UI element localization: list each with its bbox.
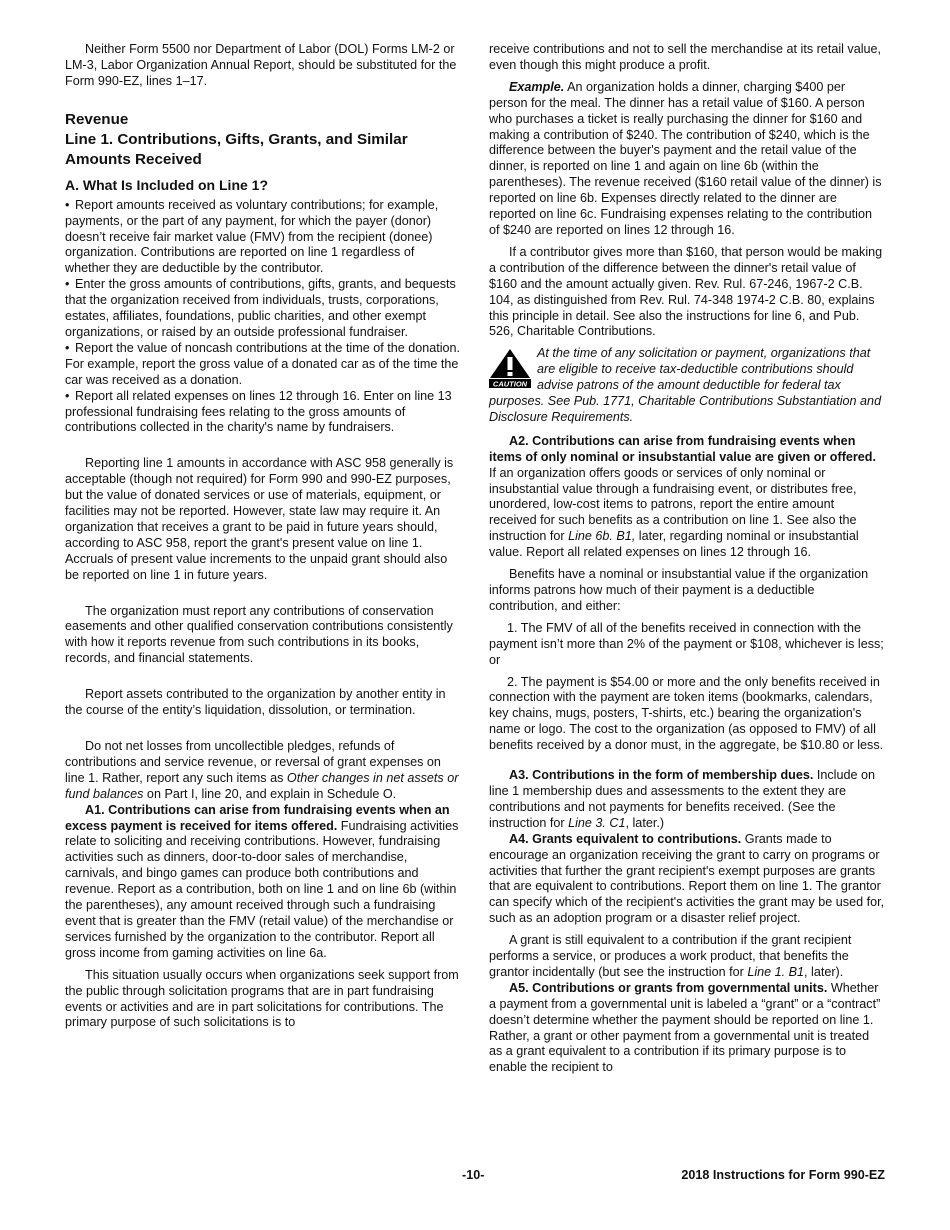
paragraph-example: Example. An organization holds a dinner, charging $400 per person for the meal. The dinner has a retail value of $160. A person who purchases a ticket is really purchasing the dinner for $160 and making a contribution of $240. The contribution of $240, which is the difference between the buyer's payment and the retail value of the dinner, is reported on line 1 and again on line 6b (within the parentheses). The revenue received ($160 retail value of the dinner) is reported on line 6b. Expenses directly related to the dinner are reported on line 6c. Fundraising expenses relating to the contribution of $240 are reported on lines 12 through 16. [489, 79, 882, 237]
left-column [65, 42, 461, 1031]
list-item: • Report amounts received as voluntary contributions; for example, payments, or the part of any payment, for which the payer (donor) doesn’t receive fair market value (FMV) from the recipient (donee) organization. Contributions are reported on line 1 regardless of whether they are deductible by the contributor. [65, 197, 439, 276]
a4-heading: A4. Grants equivalent to contributions. [509, 831, 742, 846]
a3-heading: A3. Contributions in the form of membership dues. [509, 768, 814, 783]
example-label: Example. [509, 79, 565, 94]
caution-icon [489, 348, 531, 388]
section-a2: A2. Contributions can arise from fundraising events when items of only nominal or insubstantial value are given or offered. If an organization offers goods or services of only nominal or insubstantial value through a fundraising event, or distributes free, unordered, low-cost items to patrons, report the entire amount received for such benefits as a contribution on line 1. See also the instruction for Line 6b. B1, later, regarding nominal or insubstantial value. Report all related expenses on lines 12 through 16. [489, 433, 876, 560]
caution-label: CAUTION [492, 379, 528, 389]
heading-line-1: Line 1. Contributions, Gifts, Grants, and Similar Amounts Received [65, 130, 408, 168]
list-item: • Report all related expenses on lines 12 through 16. Enter on line 13 professional fundraising fees relating to the gross amounts of contributions collected in the charity's name by fundraisers. [65, 388, 452, 435]
numbered-item-1: 1. The FMV of all of the benefits received in connection with the payment isn’t more than 2% of the payment or $108, whichever is less; or [489, 620, 884, 667]
paragraph-asc-958: Reporting line 1 amounts in accordance with ASC 958 generally is acceptable (though not required) for Form 990 and 990-EZ purposes, but the value of donated services or use of materials, equipment, or facilities may not be reported. However, state law may require it. An organization that receives a grant to be paid in future years should, according to ASC 958, report the grant's present value on line 1. Accruals of present value increments to the unpaid grant should also be reported on line 1 in future years. [65, 456, 454, 582]
paragraph-contributor: If a contributor gives more than $160, that person would be making a contribution of the difference between the dinner's retail value of $160 and the amount actually given. Rev. Rul. 67-246, 1967-2 C.B. 104, as distinguished from Rev. Rul. 74-348 1974-2 C.B. 80, explains this principle in detail. See also the instructions for line 6, and Pub. 526, Charitable Contributions. [489, 244, 883, 339]
heading-what-included: A. What Is Included on Line 1? [65, 176, 269, 193]
numbered-item-2: 2. The payment is $54.00 or more and the only benefits received in connection with the payment are token items (bookmarks, calendars, key chains, mugs, posters, T-shirts, etc.) bearing the organization's name or logo. The cost to the organization (as opposed to FMV) of all benefits received by a donor must, in the aggregate, be $10.80 or less. [489, 674, 884, 753]
bullet-list [65, 198, 461, 437]
paragraph-net-losses: Do not net losses from uncollectible pledges, refunds of contributions and service revenue, or reversal of grant expenses on line 1. Rather, report any such items as Other changes in net assets or fund balances on Part I, line 20, and explain in Schedule O. [65, 739, 459, 801]
footer-title: 2018 Instructions for Form 990-EZ [681, 1168, 885, 1182]
paragraph-easements: The organization must report any contributions of conservation easements and other qualified conservation contributions consistently with how it reports revenue from such contributions in its books, records, and financial statements. [65, 603, 453, 666]
a2-heading: A2. Contributions can arise from fundraising events when items of only nominal or insubstantial value are given or offered. [489, 433, 876, 464]
paragraph-continued: receive contributions and not to sell the merchandise at its retail value, even though this might produce a profit. [489, 42, 882, 72]
a1-heading: A1. Contributions can arise from fundraising events when an excess payment is received for items offered. [65, 802, 450, 833]
heading-revenue: Revenue [65, 110, 129, 128]
section-a1: A1. Contributions can arise from fundraising events when an excess payment is received for items offered. Fundraising activities relate to soliciting and receiving contributions. However, fundraising activities such as dinners, door-to-door sales of merchandise, carnivals, and bingo games can produce both contributions and revenue. Report as a contribution, both on line 1 and on line 6b (within the parentheses), any amount received through such a fundraising event that is greater than the FMV (retail value) of the merchandise or services furnished by the organization to the contributor. Report all gross income from gaming activities on line 6a. [65, 802, 459, 960]
paragraph-liquidation: Report assets contributed to the organization by another entity in the course of the entity’s liquidation, dissolution, or termination. [65, 687, 446, 718]
list-item: • Report the value of noncash contributions at the time of the donation. For example, report the gross value of a donated car as of the time the car was received as a donation. [65, 340, 461, 387]
right-column [489, 42, 885, 1076]
section-a4: A4. Grants equivalent to contributions. Grants made to encourage an organization receiving the grant to carry on programs or activities that further the grant recipient's exempt purposes are grants that are equivalent to contributions. Report them on line 1. The grantor can specify which of the recipient's activities the grant may be used for, such as an adoption program or a disaster relief project. [489, 831, 885, 926]
caution-text: At the time of any solicitation or payment, organizations that are eligible to receive tax-deductible contributions should advise patrons of the amount deductible for federal tax purposes. See Pub. 1771, Charitable Contributions Substantiation and Disclosure Requirements. [489, 346, 882, 424]
section-a3: A3. Contributions in the form of membership dues. Include on line 1 membership dues and assessments to the extent they are contributions and not payments for benefits received. (See the instruction for Line 3. C1, later.) [489, 768, 875, 830]
section-a5: A5. Contributions or grants from governmental units. Whether a payment from a governmental unit is labeled a “grant” or a “contract” doesn’t determine whether the payment should be reported on line 1. Rather, a grant or other payment from a governmental unit is treated as a grant equivalent to a contribution if its primary purpose is to enable the recipient to [489, 980, 881, 1075]
bullet-icon: • [65, 277, 70, 292]
bullet-icon: • [65, 197, 70, 212]
bullet-icon: • [65, 340, 70, 355]
bullet-icon: • [65, 388, 70, 403]
a5-heading: A5. Contributions or grants from governmental units. [509, 980, 828, 995]
intro-paragraph: Neither Form 5500 nor Department of Labor (DOL) Forms LM-2 or LM-3, Labor Organization Annual Report, should be substituted for the Form 990-EZ, lines 1–17. [65, 42, 457, 88]
paragraph-benefits: Benefits have a nominal or insubstantial value if the organization informs patrons how much of their payment is a deductible contribution, and either: [489, 567, 869, 613]
caution-note [489, 346, 885, 426]
page-number: -10- [462, 1168, 485, 1182]
paragraph-grant-equivalent: A grant is still equivalent to a contribution if the grant recipient performs a service, or produces a work product, that benefits the grantor incidentally (but see the instruction for Line 1. B1, later). [489, 933, 852, 979]
paragraph-situation: This situation usually occurs when organizations seek support from the public through solicitation programs that are in part fundraising events or activities and are in part solicitations for contributions. The primary purpose of such solicitations is to [65, 967, 459, 1030]
list-item: • Enter the gross amounts of contributions, gifts, grants, and bequests that the organization received from individuals, trusts, corporations, estates, affiliates, foundations, public charities, and other exempt organizations, or raised by an outside professional fundraiser. [65, 277, 456, 339]
